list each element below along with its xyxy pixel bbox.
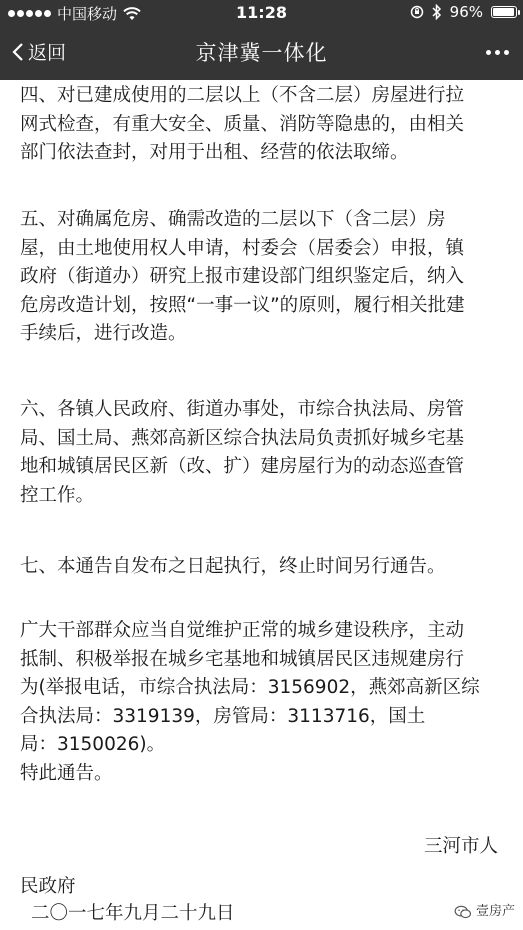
text-line: 局：3150026)。 <box>20 734 166 755</box>
text-line: 合执法局：3319139，房管局：3113716，国土 <box>20 705 426 727</box>
more-dot <box>486 50 491 55</box>
text-line: 五、对确属危房、确需改造的二层以下（含二层）房 <box>20 209 446 230</box>
text-line: 危房改造计划，按照“一事一议”的原则，履行相关批建 <box>20 294 465 316</box>
clock: 11:28 <box>236 3 287 22</box>
signature-org-part2: 民政府 <box>20 876 76 897</box>
battery-icon <box>491 6 517 18</box>
text-line: 手续后，进行改造。 <box>20 323 187 344</box>
text-line: 控工作。 <box>20 484 95 506</box>
text-line: 抵制、积极举报在城乡宅基地和城镇居民区违规建房行 <box>20 648 465 670</box>
text-line: 屋，由土地使用权人申请，村委会（居委会）申报，镇 <box>20 237 465 259</box>
text-line: 特此通告。 <box>20 762 113 784</box>
text-line: 政府（街道办）研究上报市建设部门组织鉴定后，纳入 <box>20 266 465 287</box>
signature-org-part1: 三河市人 <box>423 836 498 857</box>
text-line: 局、国土局、燕郊高新区综合执法局负责抓好城乡宅基 <box>20 427 465 449</box>
paragraph-6 <box>20 396 508 510</box>
paragraph-8 <box>20 617 508 788</box>
battery-percent: 96% <box>449 3 483 21</box>
paragraph-7 <box>20 553 508 582</box>
paragraph-4 <box>20 82 508 168</box>
text-line: 四、对已建成使用的二层以上（不含二层）房屋进行拉 <box>20 85 465 106</box>
text-line: 部门依法查封，对用于出租、经营的依法取缔。 <box>20 142 409 163</box>
watermark-label: 壹房产 <box>475 904 515 919</box>
bluetooth-icon <box>432 4 442 20</box>
paragraph-5 <box>20 206 508 349</box>
text-line: 广大干部群众应当自觉维护正常的城乡建设秩序，主动 <box>20 620 465 641</box>
more-dot <box>495 50 500 55</box>
text-line: 六、各镇人民政府、街道办事处，市综合执法局、房管 <box>20 399 465 420</box>
more-dot <box>504 50 509 55</box>
text-line: 为(举报电话，市综合执法局：3156902，燕郊高新区综 <box>20 677 480 698</box>
carrier-name: 中国移动 <box>57 5 118 23</box>
page-title: 京津冀一体化 <box>195 41 328 65</box>
text-line: 网式检查，有重大安全、质量、消防等隐患的，由相关 <box>20 113 465 135</box>
text-line: 地和城镇居民区新（改、扩）建房屋行为的动态巡查管 <box>20 456 465 477</box>
signature-date: 二〇一七年九月二十九日 <box>31 903 235 924</box>
article-content[interactable] <box>0 80 523 930</box>
text-line: 七、本通告自发布之日起执行，终止时间另行通告。 <box>20 556 446 577</box>
back-label: 返回 <box>28 42 67 64</box>
watermark <box>454 898 515 927</box>
status-right <box>410 3 517 21</box>
status-bar <box>0 0 523 26</box>
wechat-icon <box>454 905 472 919</box>
more-options-button[interactable] <box>486 50 509 55</box>
nav-bar <box>0 26 523 80</box>
orientation-lock-icon <box>410 5 424 19</box>
